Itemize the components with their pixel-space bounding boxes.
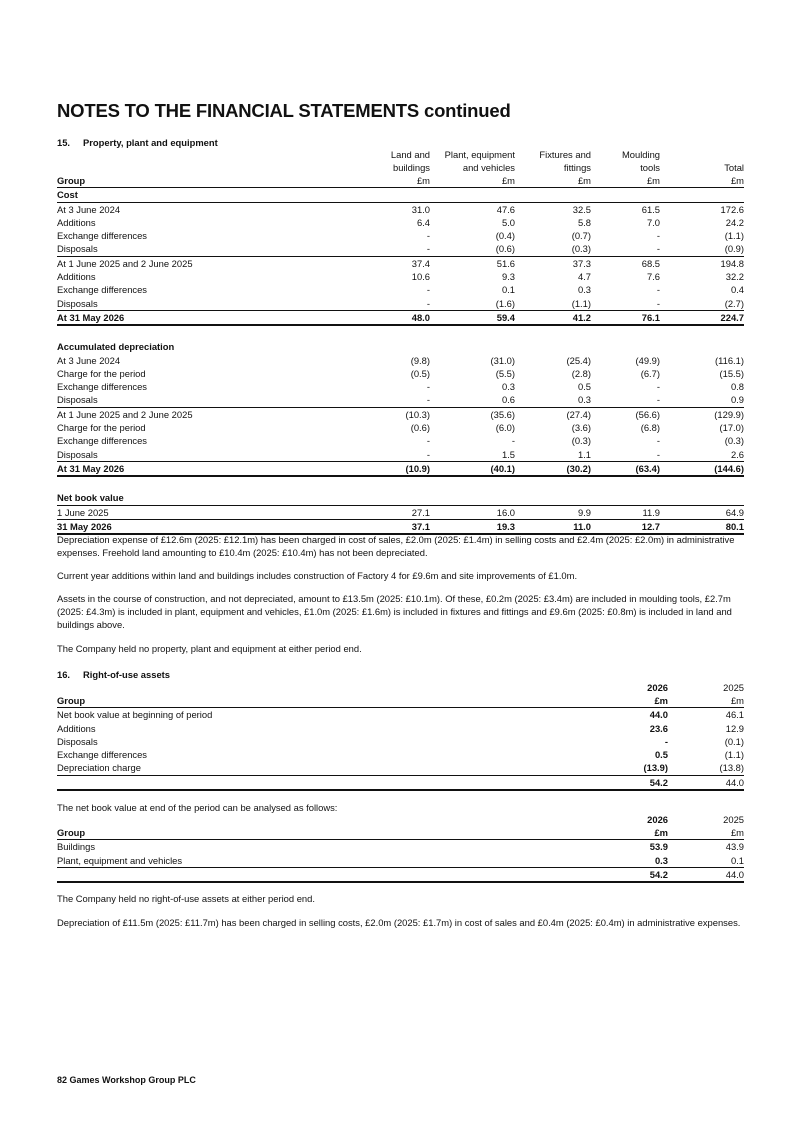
rou-header-units bbox=[57, 694, 744, 708]
cell-value: 24.2 bbox=[725, 216, 744, 228]
note-16-paragraph: The Company held no right-of-use assets at either period end. bbox=[57, 893, 315, 904]
table-row bbox=[57, 380, 744, 393]
table-row bbox=[57, 407, 744, 421]
table-row bbox=[57, 519, 744, 534]
row-label: Disposals bbox=[57, 243, 98, 255]
current-value: 53.9 bbox=[649, 841, 668, 853]
cell-value: (35.6) bbox=[430, 407, 515, 421]
cell-value: - bbox=[656, 230, 660, 242]
cell-value: 47.6 bbox=[496, 203, 515, 215]
ppe-header-line1 bbox=[57, 148, 744, 161]
cell-value: - bbox=[426, 394, 430, 406]
current-value: - bbox=[664, 735, 668, 747]
table-row bbox=[57, 761, 744, 775]
cell-value: (63.4) bbox=[591, 461, 660, 476]
cell-value: - bbox=[426, 381, 430, 393]
nbv-subheading-row bbox=[57, 491, 744, 505]
page-title: NOTES TO THE FINANCIAL STATEMENTS continued bbox=[57, 100, 511, 121]
unit-label: £m bbox=[592, 826, 668, 840]
cell-value: - bbox=[656, 243, 660, 255]
cell-value: (0.3) bbox=[571, 243, 591, 255]
current-value: 44.0 bbox=[649, 709, 668, 721]
cell-value: (9.8) bbox=[410, 354, 430, 366]
row-label: Exchange differences bbox=[57, 381, 147, 393]
current-value: (13.9) bbox=[643, 762, 668, 774]
cost-subheading-row bbox=[57, 188, 744, 202]
cell-value: 0.6 bbox=[501, 394, 515, 406]
column-header: fittings bbox=[563, 162, 591, 173]
table-row bbox=[57, 297, 744, 311]
note-15-paragraph: The Company held no property, plant and equipment at either period end. bbox=[57, 643, 362, 654]
row-label: At 1 June 2025 and 2 June 2025 bbox=[57, 256, 354, 270]
note-16-paragraph: Depreciation of £11.5m (2025: £11.7m) has been charged in selling costs, £2.0m (2025: £1.7m) in cost of sales and £0.4m (2025: £0.4m) in administrative expenses. bbox=[57, 917, 741, 928]
cell-value: 6.4 bbox=[416, 216, 430, 228]
cell-value: (40.1) bbox=[430, 461, 515, 476]
row-label: At 3 June 2024 bbox=[57, 203, 121, 215]
column-header: Land and bbox=[390, 149, 430, 160]
row-label: Buildings bbox=[57, 841, 96, 853]
table-row bbox=[57, 256, 744, 270]
cell-value: (2.7) bbox=[724, 297, 744, 309]
cell-value: 32.2 bbox=[725, 271, 744, 283]
cell-value: 7.6 bbox=[646, 271, 660, 283]
cell-value: 80.1 bbox=[660, 519, 744, 534]
note-15-heading bbox=[57, 137, 218, 148]
table-row bbox=[57, 310, 744, 325]
table-row bbox=[57, 283, 744, 296]
group-label: Group bbox=[57, 174, 354, 188]
cell-value: - bbox=[656, 381, 660, 393]
cell-value: (10.3) bbox=[354, 407, 430, 421]
row-label: At 31 May 2026 bbox=[57, 461, 354, 476]
year-current: 2026 bbox=[647, 682, 668, 693]
cell-value: 194.8 bbox=[660, 256, 744, 270]
table-row bbox=[57, 722, 744, 735]
row-label: At 3 June 2024 bbox=[57, 354, 121, 366]
cell-value: - bbox=[511, 435, 515, 447]
cell-value: (129.9) bbox=[660, 407, 744, 421]
table-row bbox=[57, 748, 744, 761]
rou-total-prior: 44.0 bbox=[668, 775, 744, 790]
prior-value: (1.1) bbox=[724, 749, 744, 761]
table-row bbox=[57, 840, 744, 854]
cell-value: (27.4) bbox=[515, 407, 591, 421]
row-label: At 1 June 2025 and 2 June 2025 bbox=[57, 407, 354, 421]
cell-value: - bbox=[426, 243, 430, 255]
cell-value: (0.6) bbox=[495, 243, 515, 255]
analysis-rows bbox=[57, 840, 744, 868]
cell-value: 0.9 bbox=[730, 394, 744, 406]
row-label: 31 May 2026 bbox=[57, 519, 354, 534]
year-prior: 2025 bbox=[723, 814, 744, 825]
cell-value: - bbox=[426, 435, 430, 447]
rou-analysis-table bbox=[57, 813, 744, 883]
cell-value: (1.1) bbox=[724, 230, 744, 242]
table-row bbox=[57, 421, 744, 434]
prior-value: 43.9 bbox=[725, 841, 744, 853]
row-label: Net book value at beginning of period bbox=[57, 709, 213, 721]
nbv-subheading: Net book value bbox=[57, 491, 744, 505]
row-label: Charge for the period bbox=[57, 422, 146, 434]
current-value: 0.3 bbox=[654, 854, 668, 866]
cell-value: (6.7) bbox=[640, 367, 660, 379]
table-row bbox=[57, 354, 744, 367]
group-label: Group bbox=[57, 826, 592, 840]
nbv-rows bbox=[57, 505, 744, 534]
cell-value: 11.9 bbox=[642, 506, 660, 518]
row-label: Depreciation charge bbox=[57, 762, 141, 774]
note-16-title: Right-of-use assets bbox=[83, 669, 170, 680]
cell-value: (5.5) bbox=[495, 367, 515, 379]
ppe-table bbox=[57, 148, 744, 535]
row-label: Disposals bbox=[57, 735, 98, 747]
unit-label: £m bbox=[515, 174, 591, 188]
cell-value: 2.6 bbox=[730, 448, 744, 460]
cell-value: - bbox=[426, 448, 430, 460]
cell-value: (1.1) bbox=[571, 297, 591, 309]
cell-value: 32.5 bbox=[572, 203, 591, 215]
prior-value: (13.8) bbox=[719, 762, 744, 774]
unit-label: £m bbox=[354, 174, 430, 188]
cell-value: 172.6 bbox=[720, 203, 744, 215]
cell-value: 0.4 bbox=[730, 284, 744, 296]
cell-value: - bbox=[656, 297, 660, 309]
cell-value: (0.3) bbox=[724, 435, 744, 447]
column-header: tools bbox=[640, 162, 660, 173]
cell-value: (49.9) bbox=[635, 354, 660, 366]
rou-rows bbox=[57, 708, 744, 775]
cell-value: 9.3 bbox=[501, 271, 515, 283]
analysis-total-current: 54.2 bbox=[592, 867, 668, 882]
cell-value: 0.3 bbox=[501, 381, 515, 393]
depreciation-subheading: Accumulated depreciation bbox=[57, 341, 175, 353]
cell-value: - bbox=[426, 284, 430, 296]
cost-rows bbox=[57, 202, 744, 325]
cell-value: (6.0) bbox=[495, 422, 515, 434]
unit-label: £m bbox=[668, 826, 744, 840]
table-row bbox=[57, 735, 744, 748]
cell-value: 1.5 bbox=[501, 448, 515, 460]
year-prior: 2025 bbox=[723, 682, 744, 693]
unit-label: £m bbox=[660, 174, 744, 188]
current-value: 23.6 bbox=[649, 722, 668, 734]
cell-value: 51.6 bbox=[430, 256, 515, 270]
row-label: Disposals bbox=[57, 448, 98, 460]
table-row bbox=[57, 708, 744, 722]
cell-value: 5.0 bbox=[501, 216, 515, 228]
row-label: Charge for the period bbox=[57, 367, 146, 379]
table-row bbox=[57, 461, 744, 476]
cell-value: 48.0 bbox=[354, 310, 430, 325]
cell-value: (10.9) bbox=[354, 461, 430, 476]
cell-value: (144.6) bbox=[660, 461, 744, 476]
cell-value: (0.5) bbox=[410, 367, 430, 379]
cell-value: - bbox=[656, 448, 660, 460]
row-label: 1 June 2025 bbox=[57, 506, 109, 518]
cell-value: 5.8 bbox=[577, 216, 591, 228]
cell-value: (3.6) bbox=[571, 422, 591, 434]
cell-value: 41.2 bbox=[515, 310, 591, 325]
prior-value: (0.1) bbox=[724, 735, 744, 747]
depreciation-rows bbox=[57, 354, 744, 477]
cell-value: 61.5 bbox=[641, 203, 660, 215]
note-15-title: Property, plant and equipment bbox=[83, 137, 218, 148]
rou-header-years bbox=[57, 681, 744, 694]
cell-value: 9.9 bbox=[577, 506, 591, 518]
cell-value: 37.3 bbox=[515, 256, 591, 270]
cell-value: (116.1) bbox=[714, 354, 744, 366]
cell-value: (25.4) bbox=[566, 354, 591, 366]
column-header: Moulding bbox=[621, 149, 660, 160]
cell-value: (0.4) bbox=[495, 230, 515, 242]
cell-value: 16.0 bbox=[496, 506, 515, 518]
table-row bbox=[57, 505, 744, 519]
cell-value: (17.0) bbox=[719, 422, 744, 434]
cell-value: (15.5) bbox=[719, 367, 744, 379]
cell-value: (0.7) bbox=[571, 230, 591, 242]
cell-value: (0.9) bbox=[724, 243, 744, 255]
cell-value: (0.3) bbox=[571, 435, 591, 447]
table-row bbox=[57, 367, 744, 380]
analysis-header-units bbox=[57, 826, 744, 840]
ppe-header-units bbox=[57, 174, 744, 188]
group-label: Group bbox=[57, 694, 592, 708]
note-15-paragraph: Current year additions within land and buildings includes construction of Factory 4 for £9.6m and site improvements of £1.0m. bbox=[57, 570, 578, 581]
cell-value: (30.2) bbox=[515, 461, 591, 476]
rou-table bbox=[57, 681, 744, 791]
row-label: Additions bbox=[57, 271, 96, 283]
table-row bbox=[57, 202, 744, 216]
analysis-header-years bbox=[57, 813, 744, 826]
column-header: buildings bbox=[392, 162, 430, 173]
cell-value: 0.3 bbox=[577, 284, 591, 296]
table-row bbox=[57, 270, 744, 283]
table-row bbox=[57, 854, 744, 868]
row-label: Exchange differences bbox=[57, 284, 147, 296]
table-row bbox=[57, 216, 744, 229]
note-16-heading bbox=[57, 669, 170, 680]
table-row bbox=[57, 242, 744, 256]
cell-value: (0.6) bbox=[410, 422, 430, 434]
cell-value: - bbox=[656, 394, 660, 406]
cell-value: 0.1 bbox=[501, 284, 515, 296]
current-value: 0.5 bbox=[654, 749, 668, 761]
row-label: Exchange differences bbox=[57, 435, 147, 447]
unit-label: £m bbox=[668, 694, 744, 708]
analysis-total-prior: 44.0 bbox=[668, 867, 744, 882]
unit-label: £m bbox=[592, 694, 668, 708]
cell-value: 7.0 bbox=[646, 216, 660, 228]
rou-total-row bbox=[57, 775, 744, 790]
cell-value: 0.3 bbox=[577, 394, 591, 406]
cell-value: 0.5 bbox=[577, 381, 591, 393]
row-label: Exchange differences bbox=[57, 230, 147, 242]
cell-value: (31.0) bbox=[490, 354, 515, 366]
cell-value: - bbox=[656, 435, 660, 447]
unit-label: £m bbox=[591, 174, 660, 188]
cell-value: (1.6) bbox=[495, 297, 515, 309]
column-header bbox=[660, 148, 744, 161]
analysis-total-row bbox=[57, 867, 744, 882]
cell-value: 1.1 bbox=[577, 448, 591, 460]
row-label: Plant, equipment and vehicles bbox=[57, 854, 183, 866]
cell-value: 31.0 bbox=[411, 203, 430, 215]
cell-value: (6.8) bbox=[640, 422, 660, 434]
note-16-number: 16. bbox=[57, 669, 71, 680]
cell-value: (2.8) bbox=[571, 367, 591, 379]
cell-value: 10.6 bbox=[411, 271, 430, 283]
cell-value: 19.3 bbox=[430, 519, 515, 534]
cell-value: 11.0 bbox=[515, 519, 591, 534]
cost-subheading: Cost bbox=[57, 188, 744, 202]
column-header: and vehicles bbox=[462, 162, 515, 173]
row-label: Additions bbox=[57, 216, 96, 228]
cell-value: - bbox=[426, 230, 430, 242]
row-label: Disposals bbox=[57, 394, 98, 406]
prior-value: 0.1 bbox=[730, 854, 744, 866]
row-label: At 31 May 2026 bbox=[57, 310, 354, 325]
cell-value: - bbox=[656, 284, 660, 296]
table-row bbox=[57, 434, 744, 447]
note-15-paragraph: Assets in the course of construction, and not depreciated, amount to £13.5m (2025: £10.1m). Of these, £0.2m (2025: £3.4m) are included in moulding tools, £2.7m (2025: £4.3m) is included in plant, equipment and vehicles, £1.0m (2025: £1.6m) is included in fixtures and fittings and £9.6m (2025: £0.8m) is included in land and buildings above. bbox=[57, 593, 732, 631]
row-label: Additions bbox=[57, 722, 96, 734]
cell-value: 27.1 bbox=[411, 506, 430, 518]
prior-value: 12.9 bbox=[725, 722, 744, 734]
note-15-paragraph: Depreciation expense of £12.6m (2025: £12.1m) has been charged in cost of sales, £2.0m (2025: £1.4m) in selling costs and £2.4m (2025: £2.0m) in administrative expenses. Freehold land amounting to £10.4m (2025: £10.4m) has not been depreciated. bbox=[57, 534, 735, 559]
row-label: Disposals bbox=[57, 297, 98, 309]
cell-value: 37.1 bbox=[354, 519, 430, 534]
cell-value: 224.7 bbox=[660, 310, 744, 325]
column-header: Plant, equipment bbox=[444, 149, 515, 160]
cell-value: 68.5 bbox=[591, 256, 660, 270]
cell-value: 0.8 bbox=[730, 381, 744, 393]
cell-value: 59.4 bbox=[430, 310, 515, 325]
table-row bbox=[57, 448, 744, 462]
depreciation-subheading-row bbox=[57, 340, 744, 353]
column-header: Fixtures and bbox=[539, 149, 591, 160]
analysis-intro: The net book value at end of the period can be analysed as follows: bbox=[57, 802, 338, 813]
year-current: 2026 bbox=[647, 814, 668, 825]
cell-value: 64.9 bbox=[725, 506, 744, 518]
column-header: Total bbox=[724, 162, 744, 173]
rou-total-current: 54.2 bbox=[592, 775, 668, 790]
note-15-number: 15. bbox=[57, 137, 71, 148]
ppe-header-line2 bbox=[57, 161, 744, 174]
table-row bbox=[57, 229, 744, 242]
cell-value: 76.1 bbox=[591, 310, 660, 325]
table-row bbox=[57, 393, 744, 407]
row-label: Exchange differences bbox=[57, 749, 147, 761]
cell-value: 37.4 bbox=[354, 256, 430, 270]
page-footer: 82 Games Workshop Group PLC bbox=[57, 1075, 196, 1085]
cell-value: 4.7 bbox=[577, 271, 591, 283]
cell-value: - bbox=[426, 297, 430, 309]
cell-value: 12.7 bbox=[591, 519, 660, 534]
prior-value: 46.1 bbox=[725, 709, 744, 721]
unit-label: £m bbox=[430, 174, 515, 188]
cell-value: (56.6) bbox=[591, 407, 660, 421]
